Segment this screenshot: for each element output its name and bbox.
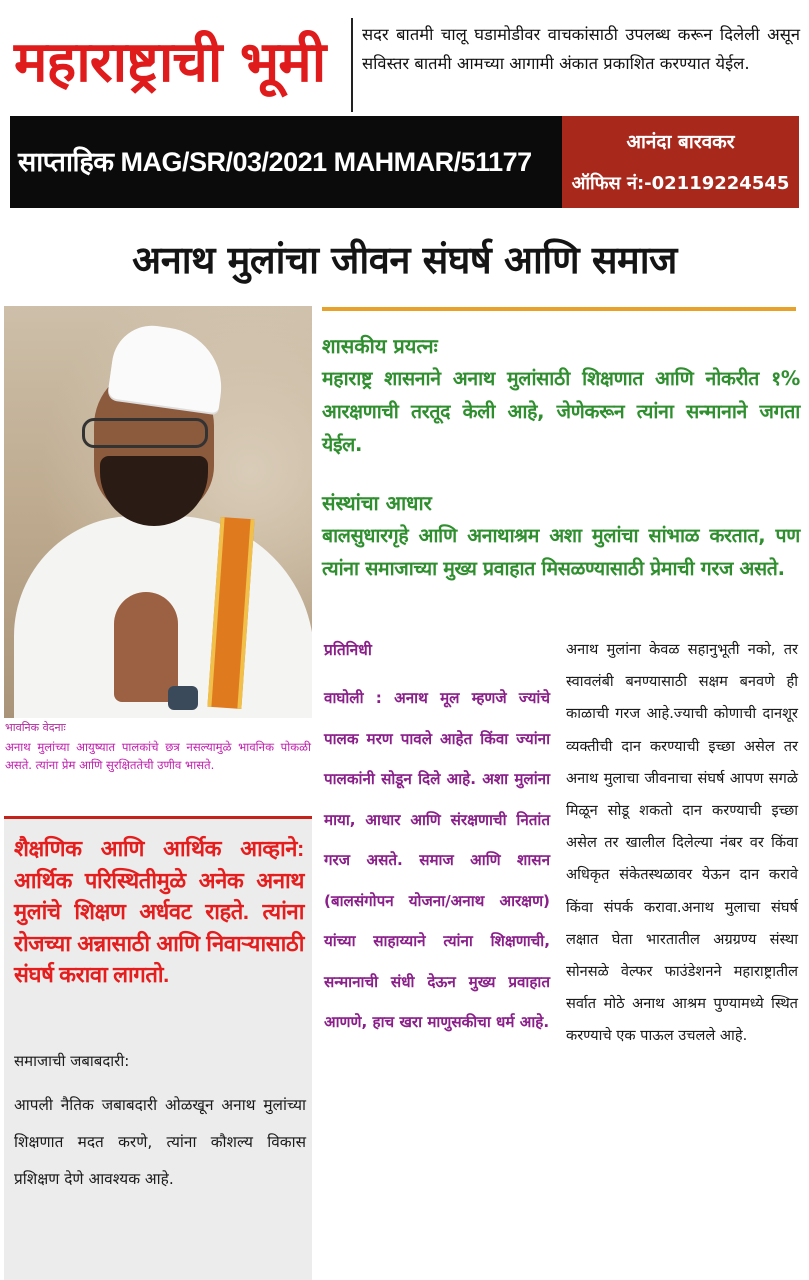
registration-number: साप्ताहिक MAG/SR/03/2021 MAHMAR/51177 [18, 147, 532, 177]
middle-column [324, 636, 550, 1043]
office-phone: ऑफिस नं:-02119224545 [571, 173, 790, 194]
info-bar [10, 116, 799, 208]
photo-caption [5, 719, 311, 775]
responsibility-title: समाजाची जबाबदारी: [14, 1052, 130, 1070]
green-section [322, 330, 800, 585]
caption-title: भावनिक वेदनाः [5, 721, 66, 734]
newspaper-title: महाराष्ट्राची भूमी [14, 30, 326, 95]
reporter-label: प्रतिनिधी [324, 641, 372, 659]
masthead [0, 0, 809, 118]
publication-notice: सदर बातमी चालू घडामोडीवर वाचकांसाठी उपलब्ध करून दिलेली असून सविस्तर बातमी आमच्या आगामी अंकात प्रकाशित करण्यात येईल. [362, 25, 800, 73]
right-column-text: अनाथ मुलांना केवळ सहानुभूती नको, तर स्वावलंबी बनण्यासाठी सक्षम बनवणे ही काळाची गरज आहे.ज्याची कोणाची दानशूर व्यक्तीची दान करण्याची इच्छा असेल तर अनाथ मुलाचा जीवनाचा संघर्ष आपण सगळे मिळून सोडू शकतो दान करण्याची इच्छा असेल तर खालील दिलेल्या नंबर वर किंवा अधिकृत संकेतस्थळावर येऊन दान करावे किंवा संपर्क करावा.अनाथ मुलाचा संघर्ष लक्षात घेता भारतातील अग्रग्रण्य संस्था सोनसळे वेल्फर फाउंडेशनने महाराष्ट्रातील सर्वात मोठे अनाथ आश्रम पुण्यामध्ये स्थित करण्याचे एक पाऊल उचलले आहे. [566, 641, 798, 1045]
portrait-photo [4, 306, 312, 718]
editor-name: आनंदा बारवकर [626, 131, 735, 153]
photo-folded-hands [114, 592, 178, 702]
left-panel [4, 816, 312, 1280]
photo-glasses [82, 418, 208, 448]
responsibility-text: आपली नैतिक जबाबदारी ओळखून अनाथ मुलांच्या शिक्षणात मदत करणे, त्यांना कौशल्य विकास प्रशिक्षण देणे आवश्यक आहे. [14, 1096, 306, 1188]
challenges-text: शैक्षणिक आणि आर्थिक आव्हाने: आर्थिक परिस्थितीमुळे अनेक अनाथ मुलांचे शिक्षण अर्धवट राहते. त्यांना रोजच्या अन्नासाठी आणि निवाऱ्यासाठी संघर्ष करावा लागतो. [14, 836, 304, 987]
middle-column-text: वाघोली : अनाथ मूल म्हणजे ज्यांचे पालक मरण पावले आहेत किंवा ज्यांना पालकांनी सोडून दिले आहे. अशा मुलांना माया, आधार आणि संरक्षणाची नितांत गरज असते. समाज आणि शासन (बालसंगोपन योजना/अनाथ आरक्षण) यांच्या साहाय्याने त्यांना शिक्षणाची, सन्मानाची संधी देऊन मुख्य प्रवाहात आणणे, हाच खरा माणुसकीचा धर्म आहे. [324, 689, 550, 1031]
gov-efforts-title: शासकीय प्रयत्नः [322, 334, 438, 358]
masthead-divider [351, 18, 353, 112]
photo-watch [168, 686, 198, 710]
gov-efforts-text: महाराष्ट्र शासनाने अनाथ मुलांसाठी शिक्षणात आणि नोकरीत १% आरक्षणाची तरतूद केली आहे, जेणेकरून त्यांना सन्मानाने जगता येईल. [322, 367, 800, 456]
institutions-title: संस्थांचा आधार [322, 491, 432, 515]
headline-rule [322, 307, 796, 311]
office-box [562, 116, 799, 208]
caption-text: अनाथ मुलांच्या आयुष्यात पालकांचे छत्र नसल्यामुळे भावनिक पोकळी असते. त्यांना प्रेम आणि सुरक्षिततेची उणीव भासते. [5, 739, 311, 772]
institutions-text: बालसुधारगृहे आणि अनाथाश्रम अशा मुलांचा सांभाळ करतात, पण त्यांना समाजाच्या मुख्य प्रवाहात मिसळण्यासाठी प्रेमाची गरज असते. [322, 524, 800, 580]
article-headline: अनाथ मुलांचा जीवन संघर्ष आणि समाज [132, 238, 677, 282]
